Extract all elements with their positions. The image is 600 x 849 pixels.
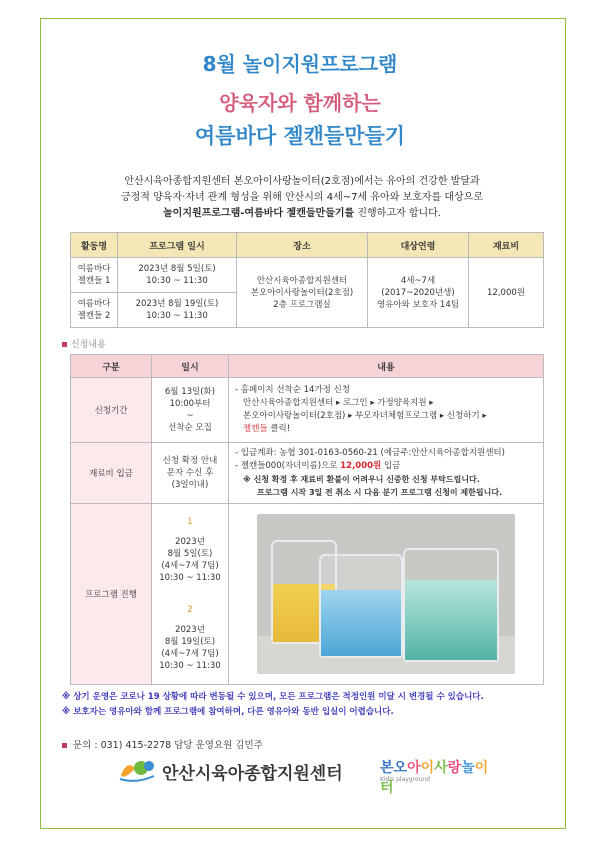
row-when bbox=[152, 378, 229, 443]
candle-jar-image bbox=[319, 554, 403, 658]
fee-cell: 12,000원 bbox=[469, 258, 544, 328]
apply-table-header bbox=[71, 355, 544, 378]
age-cell bbox=[368, 258, 469, 328]
activity-name-line: 여름바다 bbox=[77, 264, 111, 274]
when-line: ~ bbox=[186, 411, 194, 421]
content-line-part: - 젤캔들000(자녀이름)으로 bbox=[235, 461, 341, 471]
place-line: 안산시육아종합지원센터 bbox=[256, 275, 348, 286]
logo-block bbox=[118, 754, 498, 796]
program-table bbox=[70, 232, 544, 328]
place-line: 2층 프로그램실 bbox=[273, 299, 331, 310]
when-line: 10:00부터 bbox=[169, 399, 211, 409]
content-line: 안산시육아종합지원센터 ▸ 로그인 ▸ 가정양육지원 ▸ bbox=[243, 398, 434, 408]
session-date: 8월 19일(토) bbox=[164, 637, 216, 647]
activity-name-line: 젤캔들 2 bbox=[77, 311, 111, 321]
table-row bbox=[71, 504, 544, 685]
table-row bbox=[71, 258, 544, 293]
center-logo-text: 안산시육아종합지원센터 bbox=[162, 764, 343, 784]
footnote-guardian: ※ 보호자는 영유아와 함께 프로그램에 참여하며, 다른 영유아와 동반 입실이 어렵습니다. bbox=[62, 707, 394, 717]
activity-name-line: 여름바다 bbox=[77, 299, 111, 309]
content-line: - 홈페이지 선착순 14가정 신청 bbox=[235, 385, 351, 395]
activity-date: 2023년 8월 5일(토) bbox=[138, 264, 216, 274]
candle-gel bbox=[405, 580, 497, 660]
intro-line-3 bbox=[60, 206, 544, 222]
session-number: 2 bbox=[187, 605, 193, 615]
activity-name bbox=[71, 293, 118, 328]
session-time: 10:30 ~ 11:30 bbox=[159, 573, 221, 583]
when-line: (3일이내) bbox=[171, 480, 209, 490]
table-row bbox=[71, 443, 544, 504]
brand-letter: 놀 bbox=[461, 760, 475, 776]
brand-letter: 오 bbox=[393, 760, 408, 776]
title-line-3: 여름바다 젤캔들만들기 bbox=[194, 124, 406, 148]
brand-letter: 아 bbox=[407, 760, 421, 776]
activity-name-line: 젤캔들 1 bbox=[77, 276, 111, 286]
session-age: (4세~7세 7팀) bbox=[161, 561, 219, 571]
brand-letter: 이 bbox=[474, 760, 489, 776]
row-label: 재료비 입금 bbox=[71, 443, 152, 504]
activity-date: 2023년 8월 19일(토) bbox=[135, 299, 219, 309]
content-line: - 입금계좌: 농협 301-0163-0560-21 (예금주:안산시육아종합지원센터) bbox=[235, 448, 505, 458]
contact-text: 문의 : 031) 415-2278 담당 운영요원 김민주 bbox=[73, 740, 263, 751]
content-line-part: 입금 bbox=[381, 461, 401, 471]
age-line: 4세~7세 bbox=[400, 275, 436, 286]
when-line: 6월 13일(화) bbox=[164, 387, 216, 397]
when-line: 신청 확정 안내 bbox=[162, 456, 218, 466]
intro-line-2: 긍정적 양육자·자녀 관계 형성을 위해 안산시의 4세~7세 유아와 보호자를 대상으로 bbox=[120, 192, 483, 203]
brand-letter: 본 bbox=[380, 760, 394, 776]
session-date: 8월 5일(토) bbox=[167, 549, 213, 559]
title-line-1: 8월 놀이지원프로그램 bbox=[202, 52, 398, 76]
footnotes bbox=[62, 690, 484, 720]
content-line bbox=[235, 423, 537, 436]
section-heading-label: 신청내용 bbox=[71, 340, 106, 350]
contact-info bbox=[62, 737, 263, 751]
footnote-covid: ※ 상기 운영은 코로나 19 상황에 따라 변동될 수 있으며, 모든 프로그램은 적정인원 미달 시 변경될 수 있습니다. bbox=[62, 692, 484, 702]
section-heading bbox=[62, 337, 106, 350]
activity-datetime bbox=[118, 293, 237, 328]
session-time: 10:30 ~ 11:30 bbox=[159, 661, 221, 671]
refund-note: ※ 신청 확정 후 재료비 환불이 어려우니 신중한 신청 부탁드립니다. bbox=[243, 475, 480, 484]
bullet-square-icon bbox=[62, 342, 67, 347]
place-cell bbox=[237, 258, 368, 328]
header-age: 대상연령 bbox=[368, 233, 469, 258]
gel-candle-photo bbox=[257, 514, 515, 674]
session-year: 2023년 bbox=[175, 625, 205, 635]
content-line-rest: 클릭! bbox=[267, 424, 291, 434]
header-datetime: 프로그램 일시 bbox=[118, 233, 237, 258]
content-line bbox=[235, 460, 537, 473]
fee-amount: 12,000원 bbox=[340, 461, 382, 471]
title-line-2: 양육자와 함께하는 bbox=[219, 91, 381, 115]
brand-letter: 터 bbox=[380, 780, 394, 796]
row-sessions bbox=[152, 504, 229, 685]
gel-candle-link[interactable]: 젤캔들 bbox=[243, 424, 268, 434]
activity-datetime bbox=[118, 258, 237, 293]
header-place: 장소 bbox=[237, 233, 368, 258]
bullet-square-icon bbox=[62, 743, 67, 748]
cancel-note: 프로그램 시작 3일 전 취소 시 다음 분기 프로그램 신청이 제한됩니다. bbox=[257, 488, 503, 497]
photo-cell bbox=[229, 504, 544, 685]
when-line: 문자 수신 후 bbox=[166, 468, 214, 478]
center-logo-icon bbox=[118, 756, 156, 782]
activity-name bbox=[71, 258, 118, 293]
brand-letter: 사 bbox=[434, 760, 448, 776]
table-row bbox=[71, 378, 544, 443]
activity-time: 10:30 ~ 11:30 bbox=[146, 276, 208, 286]
row-content bbox=[229, 443, 544, 504]
header-when: 일시 bbox=[152, 355, 229, 378]
candle-jar-image bbox=[403, 548, 499, 662]
row-label: 프로그램 진행 bbox=[71, 504, 152, 685]
intro-paragraph bbox=[60, 174, 544, 222]
header-activity: 활동명 bbox=[71, 233, 118, 258]
brand-letter: 랑 bbox=[447, 760, 462, 776]
row-content bbox=[229, 378, 544, 443]
activity-time: 10:30 ~ 11:30 bbox=[146, 311, 208, 321]
apply-table bbox=[70, 354, 544, 685]
session-number: 1 bbox=[187, 517, 193, 527]
intro-line-3-rest: 진행하고자 합니다. bbox=[354, 208, 441, 219]
age-line: (2017~2020년생) bbox=[381, 287, 455, 298]
candle-gel bbox=[321, 590, 401, 656]
content-line: 본오아이사랑놀이터(2호점) ▸ 부모자녀체험프로그램 ▸ 신청하기 ▸ bbox=[243, 411, 487, 421]
program-table-header bbox=[71, 233, 544, 258]
when-line: 선착순 모집 bbox=[168, 423, 212, 433]
intro-program-name: 놀이지원프로그램-여름바다 젤캔들만들기를 bbox=[163, 208, 355, 219]
header-category: 구분 bbox=[71, 355, 152, 378]
age-line: 영유아와 보호자 14팀 bbox=[377, 299, 459, 310]
row-when bbox=[152, 443, 229, 504]
header-content: 내용 bbox=[229, 355, 544, 378]
brand-letter: 이 bbox=[420, 760, 435, 776]
place-line: 본오아이사랑놀이터(2호점) bbox=[250, 287, 354, 298]
session-age: (4세~7세 7팀) bbox=[161, 649, 219, 659]
session-year: 2023년 bbox=[175, 537, 205, 547]
header-fee: 재료비 bbox=[469, 233, 544, 258]
playground-logo-subtext: Kid's playground bbox=[380, 776, 431, 783]
intro-line-1: 안산시육아종합지원센터 본오아이사랑놀이터(2호점)에서는 유아의 건강한 발달과 bbox=[124, 176, 480, 187]
row-label: 신청기간 bbox=[71, 378, 152, 443]
